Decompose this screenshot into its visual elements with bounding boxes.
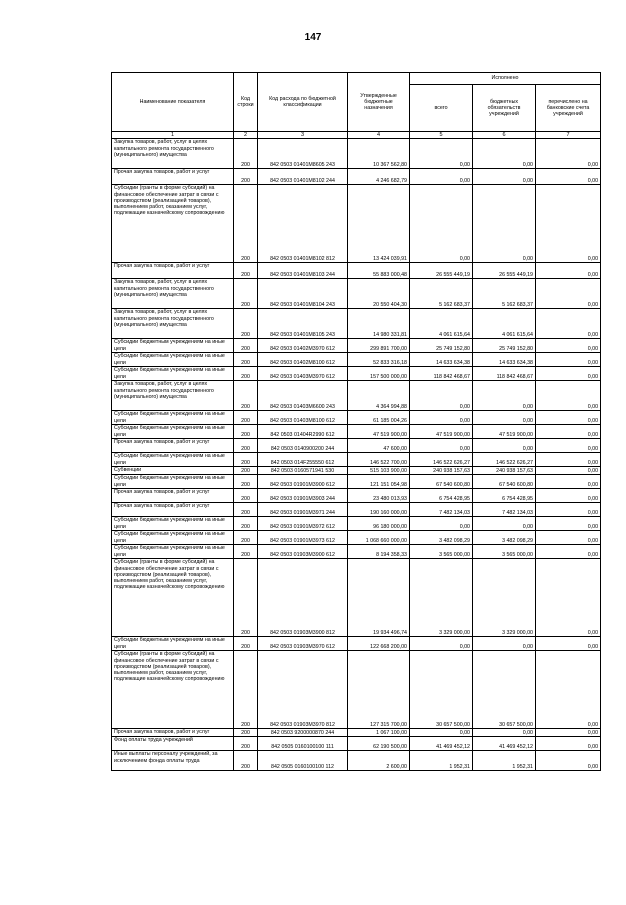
row-transferred: 0,00: [536, 545, 601, 559]
row-code: 200: [234, 353, 258, 367]
row-classification: 842 0503 01401М8102 244: [258, 169, 348, 185]
row-name: Закупка товаров, работ, услуг в целях капитального ремонта государственного (муниципального) имущества: [112, 139, 234, 169]
table-row: [112, 185, 601, 263]
row-approved: 299 891 700,00: [348, 339, 410, 353]
row-transferred: 0,00: [536, 139, 601, 169]
row-obligations: 4 061 615,64: [473, 309, 536, 339]
row-approved: 121 151 054,98: [348, 475, 410, 489]
row-total: 3 565 000,00: [410, 545, 473, 559]
row-classification: 842 0503 01404R2990 612: [258, 425, 348, 439]
row-transferred: 0,00: [536, 339, 601, 353]
row-classification: 842 0503 014F255550 612: [258, 453, 348, 467]
row-code: 200: [234, 531, 258, 545]
row-total: 30 657 500,00: [410, 651, 473, 729]
row-total: 67 540 600,80: [410, 475, 473, 489]
table-row: [112, 503, 601, 517]
row-classification: 842 0503 01401М8605 243: [258, 139, 348, 169]
row-name: Субсидии бюджетным учреждениям на иные цели: [112, 637, 234, 651]
table-row: [112, 279, 601, 309]
row-obligations: 118 842 468,67: [473, 367, 536, 381]
row-name: Фонд оплаты труда учреждений: [112, 737, 234, 751]
table-row: [112, 545, 601, 559]
row-transferred: 0,00: [536, 263, 601, 279]
table-row: [112, 559, 601, 637]
row-approved: 96 180 000,00: [348, 517, 410, 531]
row-approved: 127 315 700,00: [348, 651, 410, 729]
row-obligations: 1 952,31: [473, 751, 536, 771]
row-classification: 842 0503 01401М8102 812: [258, 185, 348, 263]
row-transferred: 0,00: [536, 751, 601, 771]
row-transferred: 0,00: [536, 559, 601, 637]
row-transferred: 0,00: [536, 737, 601, 751]
row-name: Субсидии (гранты в форме субсидий) на финансовое обеспечение затрат в связи с производством (реализацией товаров), выполнением работ, оказанием услуг, подлежащие казначейскому сопровождению: [112, 651, 234, 729]
row-total: 0,00: [410, 729, 473, 737]
row-approved: 157 500 000,00: [348, 367, 410, 381]
row-transferred: 0,00: [536, 637, 601, 651]
row-name: Субсидии (гранты в форме субсидий) на финансовое обеспечение затрат в связи с производством (реализацией товаров), выполнением работ, оказанием услуг, подлежащие казначейскому сопровождению: [112, 185, 234, 263]
row-transferred: 0,00: [536, 531, 601, 545]
row-approved: 47 600,00: [348, 439, 410, 453]
table-row: [112, 517, 601, 531]
row-transferred: 0,00: [536, 453, 601, 467]
row-total: 7 482 134,03: [410, 503, 473, 517]
row-obligations: 0,00: [473, 637, 536, 651]
row-code: 200: [234, 169, 258, 185]
row-approved: 515 103 900,00: [348, 467, 410, 475]
header-transferred: перечислено на банковские счета учреждений: [536, 85, 601, 132]
table-row: [112, 467, 601, 475]
row-name: Субсидии бюджетным учреждениям на иные цели: [112, 367, 234, 381]
row-approved: 52 833 316,18: [348, 353, 410, 367]
row-total: 0,00: [410, 439, 473, 453]
table-body: [112, 139, 601, 771]
row-total: 14 633 634,38: [410, 353, 473, 367]
table-row: [112, 139, 601, 169]
row-approved: 47 519 900,00: [348, 425, 410, 439]
row-name: Субсидии бюджетным учреждениям на иные цели: [112, 339, 234, 353]
row-total: 5 162 683,37: [410, 279, 473, 309]
header-code: Код строки: [234, 73, 258, 132]
table-row: [112, 751, 601, 771]
row-total: 0,00: [410, 411, 473, 425]
row-obligations: 14 633 634,38: [473, 353, 536, 367]
row-classification: 842 0503 0140900200 244: [258, 439, 348, 453]
row-obligations: 26 555 449,19: [473, 263, 536, 279]
row-classification: 842 0503 01401М8103 244: [258, 263, 348, 279]
row-code: 200: [234, 737, 258, 751]
row-name: Субсидии бюджетным учреждениям на иные цели: [112, 411, 234, 425]
row-name: Прочая закупка товаров, работ и услуг: [112, 489, 234, 503]
row-approved: 20 550 404,30: [348, 279, 410, 309]
table-row: [112, 637, 601, 651]
row-name: Субсидии бюджетным учреждениям на иные цели: [112, 475, 234, 489]
row-total: 47 519 900,00: [410, 425, 473, 439]
row-code: 200: [234, 309, 258, 339]
row-total: 0,00: [410, 169, 473, 185]
column-number-row: [112, 132, 601, 139]
table-row: [112, 353, 601, 367]
row-name: Закупка товаров, работ, услуг в целях капитального ремонта государственного (муниципального) имущества: [112, 309, 234, 339]
column-number: 4: [348, 132, 410, 139]
row-name: Субсидии (гранты в форме субсидий) на финансовое обеспечение затрат в связи с производством (реализацией товаров), выполнением работ, оказанием услуг, подлежащие казначейскому сопровождению: [112, 559, 234, 637]
row-obligations: 67 540 600,80: [473, 475, 536, 489]
row-transferred: 0,00: [536, 467, 601, 475]
header-total: всего: [410, 85, 473, 132]
row-classification: 842 0503 01903М3900 612: [258, 545, 348, 559]
row-classification: 842 0503 01903М3970 612: [258, 637, 348, 651]
row-approved: 19 934 496,74: [348, 559, 410, 637]
table-row: [112, 531, 601, 545]
table-row: [112, 453, 601, 467]
row-transferred: 0,00: [536, 475, 601, 489]
row-name: Субсидии бюджетным учреждениям на иные цели: [112, 453, 234, 467]
table-row: [112, 411, 601, 425]
row-total: 118 842 468,67: [410, 367, 473, 381]
row-transferred: 0,00: [536, 169, 601, 185]
row-total: 146 522 626,27: [410, 453, 473, 467]
row-classification: 842 0503 01401М8105 243: [258, 309, 348, 339]
row-approved: 4 364 994,88: [348, 381, 410, 411]
row-obligations: 3 482 098,29: [473, 531, 536, 545]
table-row: [112, 439, 601, 453]
row-code: 200: [234, 367, 258, 381]
row-total: 0,00: [410, 637, 473, 651]
row-name: Субсидии бюджетным учреждениям на иные цели: [112, 425, 234, 439]
row-name: Субвенции: [112, 467, 234, 475]
row-transferred: 0,00: [536, 309, 601, 339]
table-row: [112, 737, 601, 751]
row-total: 3 329 000,00: [410, 559, 473, 637]
row-code: 200: [234, 263, 258, 279]
row-transferred: 0,00: [536, 729, 601, 737]
row-code: 200: [234, 637, 258, 651]
row-code: 200: [234, 279, 258, 309]
row-approved: 8 194 358,33: [348, 545, 410, 559]
row-total: 0,00: [410, 139, 473, 169]
row-total: 41 469 452,12: [410, 737, 473, 751]
row-code: 200: [234, 185, 258, 263]
row-code: 200: [234, 559, 258, 637]
header-name: Наименование показателя: [112, 73, 234, 132]
row-name: Закупка товаров, работ, услуг в целях капитального ремонта государственного (муниципального) имущества: [112, 279, 234, 309]
row-transferred: 0,00: [536, 411, 601, 425]
budget-execution-table: [111, 72, 601, 771]
table-row: [112, 651, 601, 729]
row-obligations: 0,00: [473, 169, 536, 185]
row-classification: 842 0503 01403М8100 612: [258, 411, 348, 425]
row-total: 4 061 615,64: [410, 309, 473, 339]
row-classification: 842 0503 01901М3903 244: [258, 489, 348, 503]
row-transferred: 0,00: [536, 517, 601, 531]
row-classification: 842 0503 01903М3970 812: [258, 651, 348, 729]
row-approved: 122 668 200,00: [348, 637, 410, 651]
table-row: [112, 489, 601, 503]
row-transferred: 0,00: [536, 279, 601, 309]
row-code: 200: [234, 339, 258, 353]
row-classification: 842 0503 01903М3900 812: [258, 559, 348, 637]
row-obligations: 47 519 900,00: [473, 425, 536, 439]
table-row: [112, 169, 601, 185]
table-row: [112, 263, 601, 279]
row-approved: 10 367 562,80: [348, 139, 410, 169]
row-name: Субсидии бюджетным учреждениям на иные цели: [112, 531, 234, 545]
row-transferred: 0,00: [536, 489, 601, 503]
row-code: 200: [234, 751, 258, 771]
header-classification: Код расхода по бюджетной классификации: [258, 73, 348, 132]
column-number: 5: [410, 132, 473, 139]
row-code: 200: [234, 425, 258, 439]
row-name: Прочая закупка товаров, работ и услуг: [112, 169, 234, 185]
row-classification: 842 0503 01901М3972 612: [258, 517, 348, 531]
row-total: 0,00: [410, 381, 473, 411]
row-obligations: 3 329 000,00: [473, 559, 536, 637]
row-obligations: 0,00: [473, 381, 536, 411]
row-classification: 842 0503 0160571941 530: [258, 467, 348, 475]
row-classification: 842 0505 0160100100 112: [258, 751, 348, 771]
row-total: 0,00: [410, 517, 473, 531]
row-transferred: 0,00: [536, 381, 601, 411]
row-code: 200: [234, 651, 258, 729]
column-number: 6: [473, 132, 536, 139]
row-approved: 55 883 000,48: [348, 263, 410, 279]
row-name: Иные выплаты персоналу учреждений, за исключением фонда оплаты труда: [112, 751, 234, 771]
row-name: Субсидии бюджетным учреждениям на иные цели: [112, 545, 234, 559]
column-number: 7: [536, 132, 601, 139]
row-obligations: 240 938 157,63: [473, 467, 536, 475]
row-code: 200: [234, 475, 258, 489]
row-approved: 62 190 500,00: [348, 737, 410, 751]
row-classification: 842 0503 01402М8100 612: [258, 353, 348, 367]
row-transferred: 0,00: [536, 651, 601, 729]
column-number: 3: [258, 132, 348, 139]
row-obligations: 6 754 428,95: [473, 489, 536, 503]
table-row: [112, 367, 601, 381]
row-transferred: 0,00: [536, 353, 601, 367]
row-obligations: 7 482 134,03: [473, 503, 536, 517]
row-approved: 2 600,00: [348, 751, 410, 771]
page-number: 147: [304, 32, 322, 43]
row-approved: 23 480 013,93: [348, 489, 410, 503]
header-executed: Исполнено: [410, 73, 601, 85]
row-transferred: 0,00: [536, 439, 601, 453]
row-approved: 13 424 039,91: [348, 185, 410, 263]
row-approved: 1 068 660 000,00: [348, 531, 410, 545]
row-approved: 14 980 331,81: [348, 309, 410, 339]
row-classification: 842 0505 0160100100 111: [258, 737, 348, 751]
row-code: 200: [234, 453, 258, 467]
row-total: 3 482 098,29: [410, 531, 473, 545]
row-obligations: 0,00: [473, 729, 536, 737]
row-obligations: 0,00: [473, 139, 536, 169]
row-obligations: 0,00: [473, 439, 536, 453]
row-total: 1 952,31: [410, 751, 473, 771]
row-total: 0,00: [410, 185, 473, 263]
row-obligations: 3 565 000,00: [473, 545, 536, 559]
row-classification: 842 0503 01403М6600 243: [258, 381, 348, 411]
header-budget-obligations: бюджетных обязательств учреждений: [473, 85, 536, 132]
row-obligations: 30 657 500,00: [473, 651, 536, 729]
table-row: [112, 475, 601, 489]
row-obligations: 0,00: [473, 517, 536, 531]
row-name: Субсидии бюджетным учреждениям на иные цели: [112, 517, 234, 531]
table-row: [112, 309, 601, 339]
row-code: 200: [234, 503, 258, 517]
row-approved: 1 067 100,00: [348, 729, 410, 737]
table-row: [112, 339, 601, 353]
row-total: 240 938 157,63: [410, 467, 473, 475]
row-code: 200: [234, 729, 258, 737]
row-code: 200: [234, 489, 258, 503]
row-code: 200: [234, 439, 258, 453]
row-transferred: 0,00: [536, 425, 601, 439]
row-classification: 842 0503 01401М8104 243: [258, 279, 348, 309]
row-name: Субсидии бюджетным учреждениям на иные цели: [112, 353, 234, 367]
row-total: 6 754 428,95: [410, 489, 473, 503]
row-obligations: 5 162 683,37: [473, 279, 536, 309]
row-obligations: 41 469 452,12: [473, 737, 536, 751]
row-name: Прочая закупка товаров, работ и услуг: [112, 503, 234, 517]
row-code: 200: [234, 139, 258, 169]
row-total: 26 555 449,19: [410, 263, 473, 279]
row-transferred: 0,00: [536, 503, 601, 517]
row-obligations: 25 749 152,80: [473, 339, 536, 353]
row-classification: 842 0503 01901М3900 612: [258, 475, 348, 489]
row-obligations: 0,00: [473, 411, 536, 425]
row-approved: 146 522 700,00: [348, 453, 410, 467]
row-classification: 842 0503 01402М3970 612: [258, 339, 348, 353]
row-transferred: 0,00: [536, 367, 601, 381]
row-code: 200: [234, 517, 258, 531]
table-row: [112, 425, 601, 439]
row-approved: 61 185 004,26: [348, 411, 410, 425]
row-approved: 190 160 000,00: [348, 503, 410, 517]
row-code: 200: [234, 381, 258, 411]
row-classification: 842 0503 01901М3971 244: [258, 503, 348, 517]
row-code: 200: [234, 467, 258, 475]
row-obligations: 146 522 626,27: [473, 453, 536, 467]
row-code: 200: [234, 545, 258, 559]
row-classification: 842 0503 01901М3973 612: [258, 531, 348, 545]
row-total: 25 749 152,80: [410, 339, 473, 353]
row-classification: 842 0503 9200000870 244: [258, 729, 348, 737]
row-transferred: 0,00: [536, 185, 601, 263]
header-approved: Утвержденные бюджетные назначения: [348, 73, 410, 132]
column-number: 1: [112, 132, 234, 139]
row-approved: 4 246 682,79: [348, 169, 410, 185]
row-classification: 842 0503 01403М3970 612: [258, 367, 348, 381]
row-obligations: 0,00: [473, 185, 536, 263]
column-number: 2: [234, 132, 258, 139]
row-name: Прочая закупка товаров, работ и услуг: [112, 439, 234, 453]
row-name: Прочая закупка товаров, работ и услуг: [112, 263, 234, 279]
row-name: Прочая закупка товаров, работ и услуг: [112, 729, 234, 737]
row-name: Закупка товаров, работ, услуг в целях капитального ремонта государственного (муниципального) имущества: [112, 381, 234, 411]
row-code: 200: [234, 411, 258, 425]
table-row: [112, 729, 601, 737]
table-row: [112, 381, 601, 411]
